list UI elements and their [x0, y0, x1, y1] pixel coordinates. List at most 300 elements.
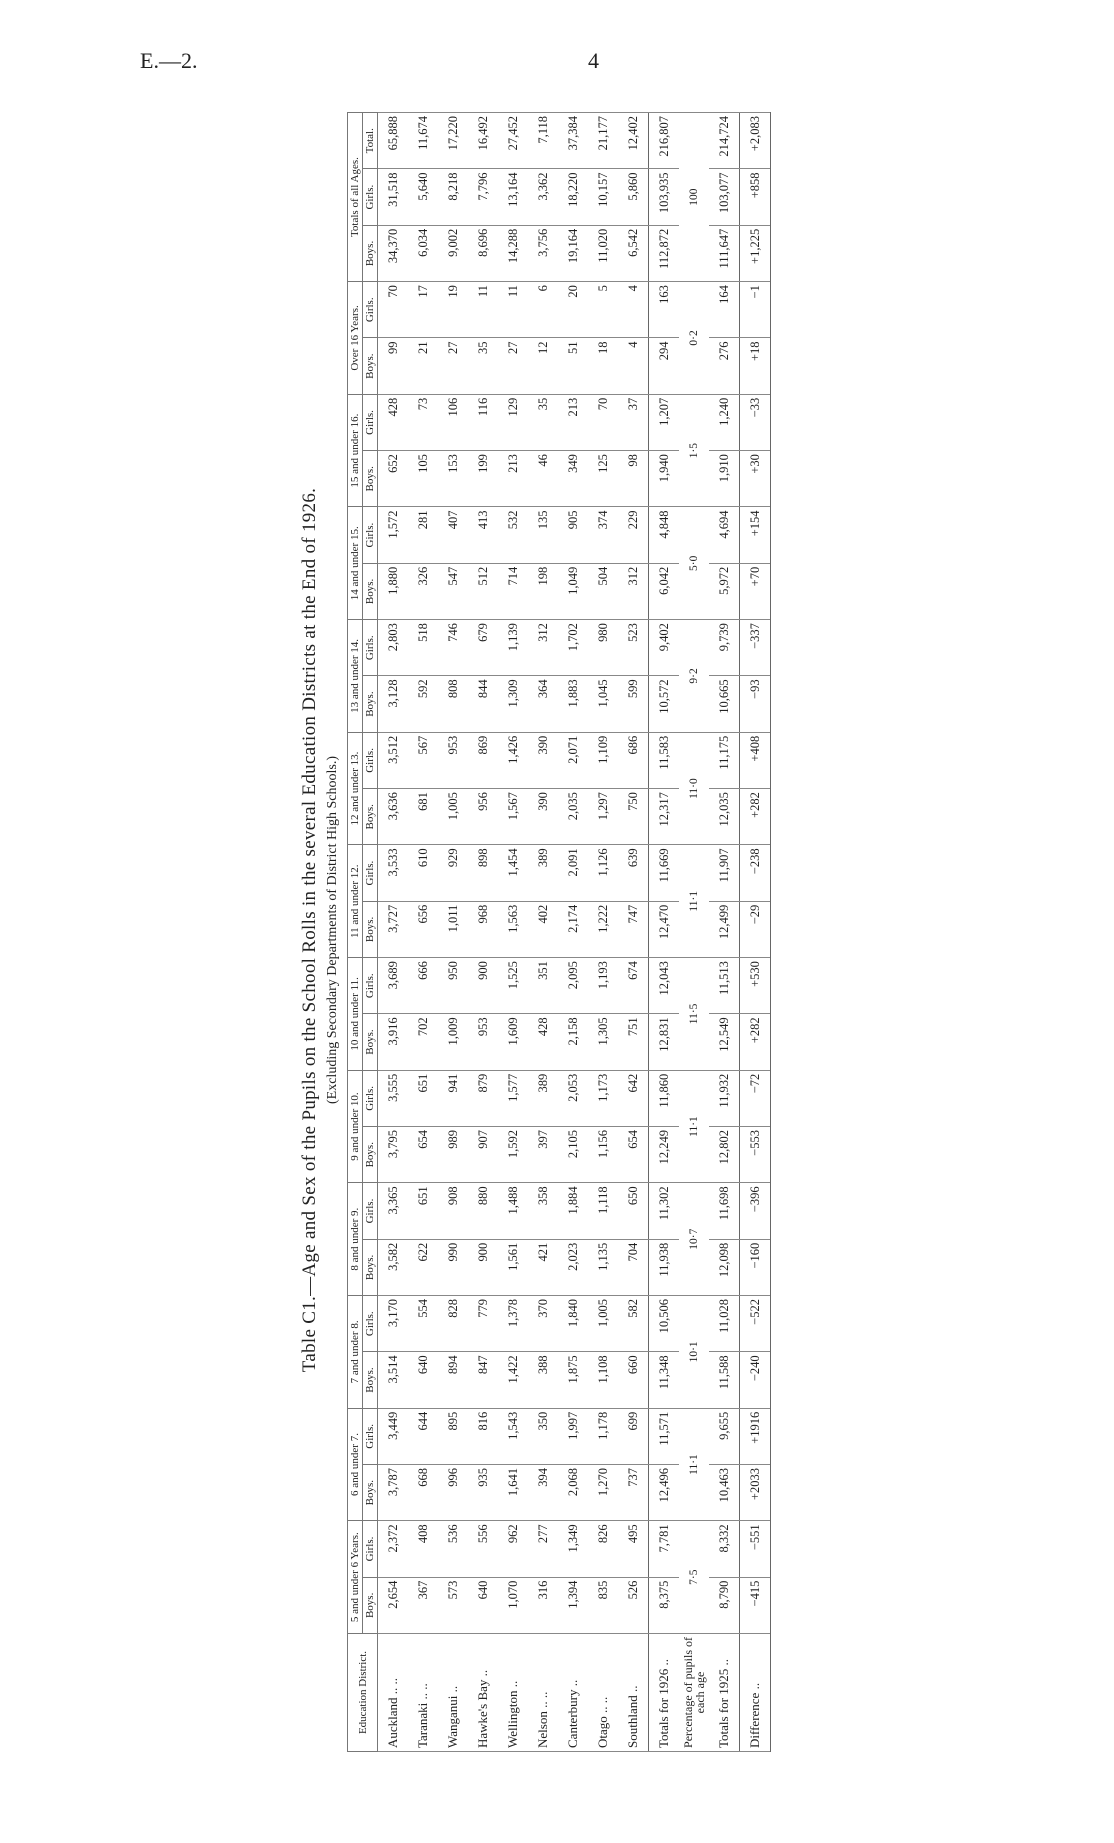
table-cell: 5,972: [709, 563, 740, 619]
table-cell: 389: [528, 845, 558, 901]
table-cell: 112,872: [649, 225, 680, 281]
table-cell: −551: [740, 1521, 771, 1577]
table-cell: 408: [408, 1521, 438, 1577]
table-cell: 10,463: [709, 1465, 740, 1521]
table-cell: 129: [498, 394, 528, 450]
table-cell: 518: [408, 620, 438, 676]
table-cell: 1,563: [498, 901, 528, 957]
table-cell: 9,655: [709, 1408, 740, 1464]
age-group-header: Totals of all Ages.: [348, 113, 363, 282]
table-cell: 652: [378, 451, 409, 507]
table-cell: 364: [528, 676, 558, 732]
table-cell: −522: [740, 1296, 771, 1352]
boys-subheader: Boys.: [363, 1352, 378, 1408]
table-cell: 1,349: [558, 1521, 588, 1577]
table-cell: 70: [588, 394, 618, 450]
table-cell: 980: [588, 620, 618, 676]
table-cell: 12,317: [649, 789, 680, 845]
table-cell: 826: [588, 1521, 618, 1577]
table-cell: 1,641: [498, 1465, 528, 1521]
boys-subheader: Boys.: [363, 563, 378, 619]
table-cell: 11,302: [649, 1183, 680, 1239]
table-cell: 989: [438, 1127, 468, 1183]
table-cell: 11,175: [709, 732, 740, 788]
table-cell: 407: [438, 507, 468, 563]
table-cell: 213: [498, 451, 528, 507]
table-cell: 1,422: [498, 1352, 528, 1408]
table-cell: 163: [649, 282, 680, 338]
table-cell: 20: [558, 282, 588, 338]
district-name: Auckland .. ..: [378, 1634, 409, 1752]
table-cell: 869: [468, 732, 498, 788]
table-cell: 674: [618, 958, 649, 1014]
table-cell: 11,932: [709, 1070, 740, 1126]
table-cell: 1,109: [588, 732, 618, 788]
table-cell: 495: [618, 1521, 649, 1577]
table-cell: 12,098: [709, 1239, 740, 1295]
percentage-cell: 11·5: [679, 958, 709, 1071]
table-subtitle: (Excluding Secondary Departments of District High Schools.): [325, 756, 340, 1104]
table-cell: 105: [408, 451, 438, 507]
table-cell: 1,049: [558, 563, 588, 619]
table-cell: 18: [588, 338, 618, 394]
table-cell: 11,674: [408, 113, 438, 169]
table-cell: 11,907: [709, 845, 740, 901]
table-cell: 214,724: [709, 113, 740, 169]
table-cell: 397: [528, 1127, 558, 1183]
boys-subheader: Boys.: [363, 225, 378, 281]
table-cell: 9,002: [438, 225, 468, 281]
table-cell: 1,222: [588, 901, 618, 957]
table-cell: 644: [408, 1408, 438, 1464]
table-cell: 3,533: [378, 845, 409, 901]
district-name: Totals for 1925 ..: [709, 1634, 740, 1752]
table-cell: 622: [408, 1239, 438, 1295]
girls-subheader: Girls.: [363, 282, 378, 338]
girls-subheader: Girls.: [363, 620, 378, 676]
table-cell: 4,848: [649, 507, 680, 563]
table-cell: 199: [468, 451, 498, 507]
table-cell: 905: [558, 507, 588, 563]
table-cell: 750: [618, 789, 649, 845]
table-cell: 779: [468, 1296, 498, 1352]
table-cell: −72: [740, 1070, 771, 1126]
table-cell: 1,567: [498, 789, 528, 845]
table-cell: 402: [528, 901, 558, 957]
table-cell: 1,126: [588, 845, 618, 901]
table-cell: 610: [408, 845, 438, 901]
table-cell: 2,158: [558, 1014, 588, 1070]
table-cell: 73: [408, 394, 438, 450]
table-cell: 7,781: [649, 1521, 680, 1577]
table-cell: 326: [408, 563, 438, 619]
age-group-header: 11 and under 12.: [348, 845, 363, 958]
table-cell: 1,005: [438, 789, 468, 845]
table-row: [588, 113, 618, 1752]
district-name: Nelson .. ..: [528, 1634, 558, 1752]
table-cell: 666: [408, 958, 438, 1014]
table-cell: 103,077: [709, 169, 740, 225]
table-cell: 46: [528, 451, 558, 507]
table-row: [649, 113, 680, 1752]
table-cell: 654: [408, 1127, 438, 1183]
table-cell: 14,288: [498, 225, 528, 281]
table-cell: 1,070: [498, 1577, 528, 1633]
table-cell: 1,592: [498, 1127, 528, 1183]
girls-subheader: Girls.: [363, 958, 378, 1014]
table-cell: 956: [468, 789, 498, 845]
boys-subheader: Boys.: [363, 338, 378, 394]
table-cell: 421: [528, 1239, 558, 1295]
table-cell: 125: [588, 451, 618, 507]
table-cell: 990: [438, 1239, 468, 1295]
table-cell: 10,665: [709, 676, 740, 732]
table-cell: 1,702: [558, 620, 588, 676]
table-cell: −33: [740, 394, 771, 450]
table-cell: 996: [438, 1465, 468, 1521]
table-cell: 216,807: [649, 113, 680, 169]
table-cell: 428: [378, 394, 409, 450]
table-cell: −93: [740, 676, 771, 732]
table-cell: 164: [709, 282, 740, 338]
table-cell: 599: [618, 676, 649, 732]
table-cell: 11,020: [588, 225, 618, 281]
table-cell: 714: [498, 563, 528, 619]
table-cell: 281: [408, 507, 438, 563]
table-cell: 686: [618, 732, 649, 788]
age-group-header: 15 and under 16.: [348, 394, 363, 507]
boys-subheader: Boys.: [363, 1239, 378, 1295]
district-name: Canterbury ..: [558, 1634, 588, 1752]
table-cell: 651: [408, 1183, 438, 1239]
table-cell: 11,028: [709, 1296, 740, 1352]
table-cell: 8,332: [709, 1521, 740, 1577]
table-cell: 7,118: [528, 113, 558, 169]
table-cell: 3,689: [378, 958, 409, 1014]
percentage-cell: 1·5: [679, 394, 709, 507]
table-cell: 12,249: [649, 1127, 680, 1183]
district-name: Southland ..: [618, 1634, 649, 1752]
table-cell: 504: [588, 563, 618, 619]
table-cell: 536: [438, 1521, 468, 1577]
table-cell: 681: [408, 789, 438, 845]
table-cell: 1,454: [498, 845, 528, 901]
table-cell: 2,071: [558, 732, 588, 788]
table-cell: 1,045: [588, 676, 618, 732]
table-cell: 5,860: [618, 169, 649, 225]
table-cell: 2,053: [558, 1070, 588, 1126]
table-cell: 21,177: [588, 113, 618, 169]
age-group-header: 5 and under 6 Years.: [348, 1521, 363, 1634]
table-cell: 8,375: [649, 1577, 680, 1633]
table-cell: −396: [740, 1183, 771, 1239]
table-cell: 556: [468, 1521, 498, 1577]
table-cell: 12,043: [649, 958, 680, 1014]
table-cell: 1,207: [649, 394, 680, 450]
age-group-header: 14 and under 15.: [348, 507, 363, 620]
percentage-cell: 9·2: [679, 620, 709, 733]
table-cell: 3,514: [378, 1352, 409, 1408]
table-cell: 27: [438, 338, 468, 394]
table-cell: 1,270: [588, 1465, 618, 1521]
age-group-header: 10 and under 11.: [348, 958, 363, 1071]
table-row: [709, 113, 740, 1752]
table-cell: 135: [528, 507, 558, 563]
table-title: Table C1.—Age and Sex of the Pupils on the School Rolls in the several Education Districts at the End of 1926.: [299, 487, 320, 1373]
table-cell: 51: [558, 338, 588, 394]
table-cell: 968: [468, 901, 498, 957]
table-cell: 704: [618, 1239, 649, 1295]
table-cell: 808: [438, 676, 468, 732]
table-cell: 1,880: [378, 563, 409, 619]
table-cell: 567: [408, 732, 438, 788]
table-cell: 11,583: [649, 732, 680, 788]
table-cell: 276: [709, 338, 740, 394]
table-cell: 526: [618, 1577, 649, 1633]
table-cell: 2,372: [378, 1521, 409, 1577]
table-cell: 640: [468, 1577, 498, 1633]
table-cell: +1916: [740, 1408, 771, 1464]
table-cell: 2,095: [558, 958, 588, 1014]
girls-subheader: Girls.: [363, 1296, 378, 1352]
table-cell: 2,174: [558, 901, 588, 957]
table-cell: 6,542: [618, 225, 649, 281]
table-cell: −337: [740, 620, 771, 676]
table-cell: 7,796: [468, 169, 498, 225]
district-name: Hawke's Bay ..: [468, 1634, 498, 1752]
table-cell: +858: [740, 169, 771, 225]
table-row: [408, 113, 438, 1752]
table-cell: 962: [498, 1521, 528, 1577]
table-cell: 18,220: [558, 169, 588, 225]
table-row: [498, 113, 528, 1752]
table-cell: 3,727: [378, 901, 409, 957]
table-cell: 640: [408, 1352, 438, 1408]
table-cell: 11: [498, 282, 528, 338]
table-cell: 900: [468, 958, 498, 1014]
table-cell: 1,005: [588, 1296, 618, 1352]
table-cell: 1,543: [498, 1408, 528, 1464]
table-cell: 1,525: [498, 958, 528, 1014]
table-cell: 8,218: [438, 169, 468, 225]
boys-subheader: Boys.: [363, 1577, 378, 1633]
table-cell: 6,034: [408, 225, 438, 281]
table-cell: 198: [528, 563, 558, 619]
boys-subheader: Boys.: [363, 1127, 378, 1183]
table-cell: 702: [408, 1014, 438, 1070]
table-cell: 13,164: [498, 169, 528, 225]
table-cell: 656: [408, 901, 438, 957]
percentage-cell: 10·1: [679, 1296, 709, 1409]
percentage-cell: 0·2: [679, 282, 709, 395]
table-cell: 3,787: [378, 1465, 409, 1521]
table-cell: 35: [528, 394, 558, 450]
boys-subheader: Boys.: [363, 901, 378, 957]
table-cell: 651: [408, 1070, 438, 1126]
district-name: Totals for 1926 ..: [649, 1634, 680, 1752]
table-cell: 2,803: [378, 620, 409, 676]
table-cell: 1,426: [498, 732, 528, 788]
girls-subheader: Girls.: [363, 732, 378, 788]
table-cell: 1,108: [588, 1352, 618, 1408]
table-cell: 1,572: [378, 507, 409, 563]
boys-subheader: Boys.: [363, 451, 378, 507]
district-name: Wellington ..: [498, 1634, 528, 1752]
table-cell: 2,068: [558, 1465, 588, 1521]
table-cell: −29: [740, 901, 771, 957]
table-cell: 9,739: [709, 620, 740, 676]
table-cell: +154: [740, 507, 771, 563]
table-cell: 1,488: [498, 1183, 528, 1239]
percentage-cell: 11·0: [679, 732, 709, 845]
table-cell: 1,193: [588, 958, 618, 1014]
table-cell: 1,883: [558, 676, 588, 732]
table-cell: −553: [740, 1127, 771, 1183]
table-cell: 3,128: [378, 676, 409, 732]
table-cell: 1,561: [498, 1239, 528, 1295]
table-cell: 5,640: [408, 169, 438, 225]
percentage-cell: 11·1: [679, 1408, 709, 1521]
table-cell: 213: [558, 394, 588, 450]
table-cell: 654: [618, 1127, 649, 1183]
district-header: Education District.: [348, 1634, 378, 1752]
table-cell: 1,156: [588, 1127, 618, 1183]
table-cell: 10,572: [649, 676, 680, 732]
table-cell: 12,402: [618, 113, 649, 169]
table-cell: 351: [528, 958, 558, 1014]
age-group-header: 6 and under 7.: [348, 1408, 363, 1521]
girls-subheader: Girls.: [363, 845, 378, 901]
table-cell: 394: [528, 1465, 558, 1521]
district-name: Taranaki .. ..: [408, 1634, 438, 1752]
table-row: [438, 113, 468, 1752]
table-cell: +282: [740, 1014, 771, 1070]
table-cell: 650: [618, 1183, 649, 1239]
table-cell: 3,362: [528, 169, 558, 225]
table-cell: 816: [468, 1408, 498, 1464]
table-cell: 37,384: [558, 113, 588, 169]
table-cell: 390: [528, 732, 558, 788]
table-cell: 229: [618, 507, 649, 563]
table-cell: 1,178: [588, 1408, 618, 1464]
table-cell: 98: [618, 451, 649, 507]
table-cell: 11,698: [709, 1183, 740, 1239]
table-cell: 895: [438, 1408, 468, 1464]
table-cell: 6,042: [649, 563, 680, 619]
table-cell: 847: [468, 1352, 498, 1408]
table-cell: 1,394: [558, 1577, 588, 1633]
table-cell: 592: [408, 676, 438, 732]
table-cell: −160: [740, 1239, 771, 1295]
table-cell: 908: [438, 1183, 468, 1239]
girls-subheader: Girls.: [363, 1070, 378, 1126]
table-cell: 4: [618, 282, 649, 338]
boys-subheader: Boys.: [363, 1014, 378, 1070]
table-cell: +1,225: [740, 225, 771, 281]
table-cell: 370: [528, 1296, 558, 1352]
table-cell: 747: [618, 901, 649, 957]
table-cell: 1,011: [438, 901, 468, 957]
district-name: Difference ..: [740, 1634, 771, 1752]
table-cell: 37: [618, 394, 649, 450]
girls-subheader: Girls.: [363, 394, 378, 450]
table-cell: 1,875: [558, 1352, 588, 1408]
table-cell: 11,571: [649, 1408, 680, 1464]
table-cell: 12,499: [709, 901, 740, 957]
table-cell: +70: [740, 563, 771, 619]
table-cell: 894: [438, 1352, 468, 1408]
age-sex-table: [347, 112, 771, 1752]
table-cell: 668: [408, 1465, 438, 1521]
table-cell: +408: [740, 732, 771, 788]
table-cell: 17,220: [438, 113, 468, 169]
table-cell: 4: [618, 338, 649, 394]
table-cell: +18: [740, 338, 771, 394]
table-cell: −1: [740, 282, 771, 338]
table-cell: 389: [528, 1070, 558, 1126]
table-cell: 10,157: [588, 169, 618, 225]
table-cell: 11: [468, 282, 498, 338]
table-cell: 1,609: [498, 1014, 528, 1070]
table-cell: −415: [740, 1577, 771, 1633]
table-cell: 374: [588, 507, 618, 563]
table-cell: 16,492: [468, 113, 498, 169]
age-group-header: 9 and under 10.: [348, 1070, 363, 1183]
boys-subheader: Boys.: [363, 1465, 378, 1521]
district-name: Otago .. ..: [588, 1634, 618, 1752]
table-cell: 642: [618, 1070, 649, 1126]
table-cell: 70: [378, 282, 409, 338]
table-cell: 349: [558, 451, 588, 507]
table-cell: 294: [649, 338, 680, 394]
table-cell: 554: [408, 1296, 438, 1352]
page-number: 4: [588, 48, 599, 73]
table-cell: 3,795: [378, 1127, 409, 1183]
table-cell: 573: [438, 1577, 468, 1633]
table-cell: 1,118: [588, 1183, 618, 1239]
table-cell: +530: [740, 958, 771, 1014]
table-cell: 11,669: [649, 845, 680, 901]
table-cell: 2,023: [558, 1239, 588, 1295]
girls-subheader: Girls.: [363, 1521, 378, 1577]
table-cell: 2,035: [558, 789, 588, 845]
table-cell: 390: [528, 789, 558, 845]
table-cell: 21: [408, 338, 438, 394]
table-cell: 3,582: [378, 1239, 409, 1295]
percentage-cell: 11·1: [679, 1070, 709, 1183]
table-cell: 103,935: [649, 169, 680, 225]
table-cell: 413: [468, 507, 498, 563]
table-cell: +282: [740, 789, 771, 845]
table-row: [618, 113, 649, 1752]
percentage-cell: 7·5: [679, 1521, 709, 1634]
table-cell: 1,577: [498, 1070, 528, 1126]
report-reference: E.—2.: [140, 48, 198, 73]
table-cell: 679: [468, 620, 498, 676]
table-cell: 1,135: [588, 1239, 618, 1295]
table-cell: 11,588: [709, 1352, 740, 1408]
table-cell: 1,840: [558, 1296, 588, 1352]
table-cell: −238: [740, 845, 771, 901]
table-cell: +2,083: [740, 113, 771, 169]
table-cell: 17: [408, 282, 438, 338]
table-row: [740, 113, 771, 1752]
table-cell: 2,654: [378, 1577, 409, 1633]
table-cell: 935: [468, 1465, 498, 1521]
table-cell: 660: [618, 1352, 649, 1408]
table-cell: 1,173: [588, 1070, 618, 1126]
table-cell: 1,309: [498, 676, 528, 732]
